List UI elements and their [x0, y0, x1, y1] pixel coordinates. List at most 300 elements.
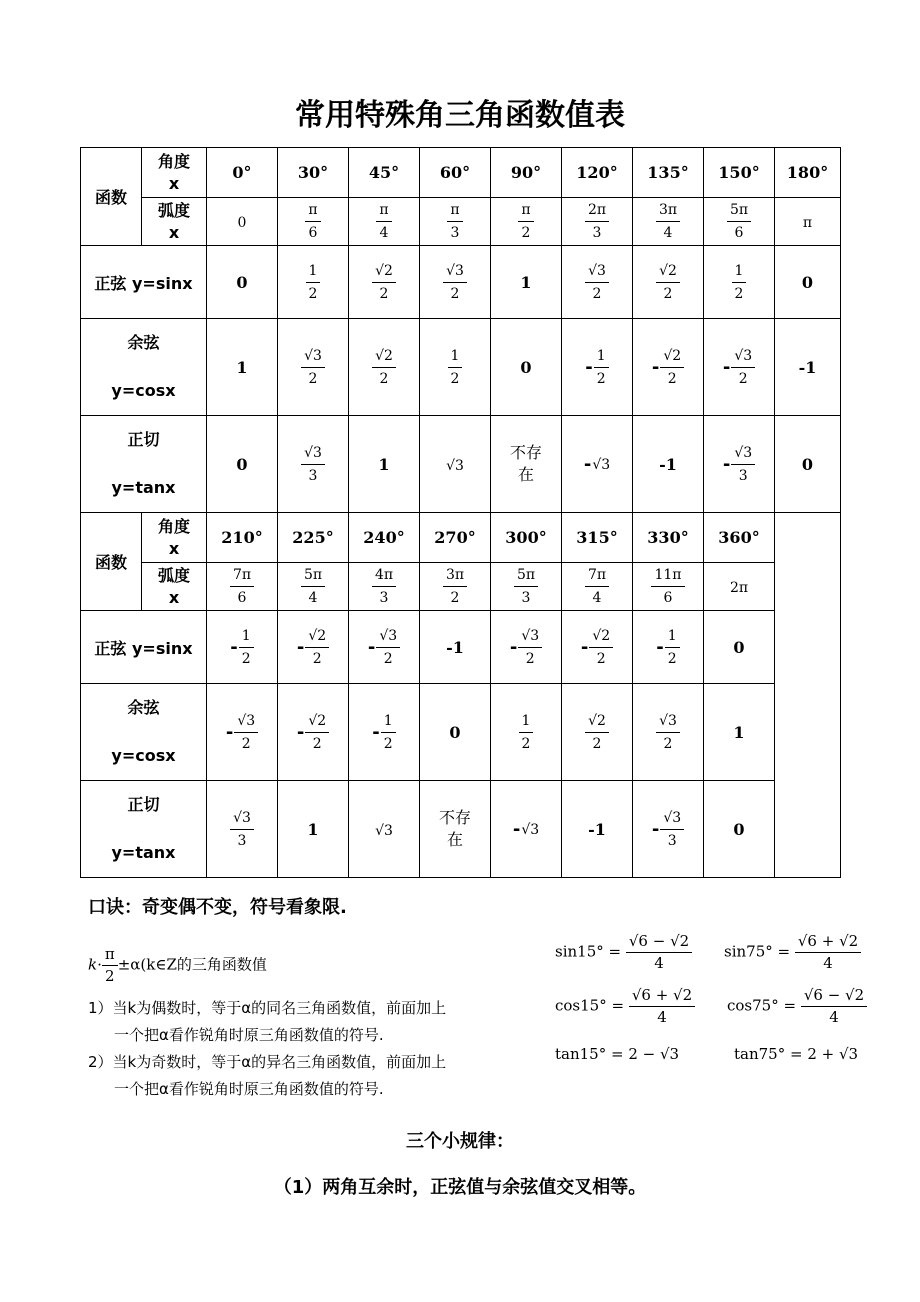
fraction	[585, 200, 609, 243]
trig-value-table	[80, 147, 841, 878]
fraction	[660, 346, 684, 389]
minus-sign: -	[509, 636, 518, 658]
function-name-line: y=tanx	[111, 478, 176, 497]
function-name	[81, 246, 207, 319]
function-value: 1	[236, 357, 248, 377]
radian-cell	[349, 198, 420, 246]
numerator: √3	[660, 808, 684, 830]
numerator: √2	[305, 626, 329, 648]
denominator: 4	[308, 590, 318, 606]
denominator: 2	[308, 285, 318, 302]
function-value	[722, 444, 755, 484]
fraction	[665, 626, 680, 669]
function-value	[656, 262, 680, 302]
fraction	[727, 200, 751, 243]
minus-sign: -	[225, 721, 234, 743]
fraction	[447, 200, 462, 243]
degree-header-line: x	[168, 538, 180, 558]
numerator: √2	[660, 346, 684, 368]
page-title: 常用特殊角三角函数值表	[295, 98, 625, 133]
function-name	[81, 319, 207, 416]
radian-cell	[704, 563, 775, 611]
value-cell	[278, 416, 349, 513]
function-name-line: 正切	[127, 795, 160, 814]
numerator: π	[305, 200, 320, 222]
function-value	[585, 262, 609, 302]
function-value: 1	[520, 272, 532, 292]
denominator: 2	[667, 370, 677, 387]
fraction	[518, 200, 533, 243]
numerator: 5π	[727, 200, 751, 222]
fraction	[372, 261, 396, 304]
value-cell	[207, 611, 278, 684]
value-cell	[420, 781, 491, 878]
value-cell	[633, 416, 704, 513]
function-header	[81, 513, 142, 611]
function-value	[372, 347, 396, 387]
numerator: √3	[518, 626, 542, 648]
function-name-line: 正切	[127, 430, 160, 449]
radian-header	[142, 198, 207, 246]
function-value	[225, 712, 258, 752]
radian-cell	[704, 198, 775, 246]
denominator: 3	[592, 225, 602, 241]
radian-cell	[562, 198, 633, 246]
denominator: 2	[312, 735, 322, 752]
function-name-text: 正弦 y=sinx	[94, 273, 193, 293]
function-value	[367, 627, 400, 667]
degree-value: 45°	[368, 163, 400, 182]
degree-cell	[704, 513, 775, 563]
numerator: 5π	[301, 565, 325, 587]
minus-sign: -	[296, 636, 305, 658]
degree-value: 330°	[647, 528, 689, 547]
numerator: √2	[585, 711, 609, 733]
function-value: 0	[520, 357, 532, 377]
radical: √3	[521, 821, 540, 838]
table2-value-row	[81, 781, 841, 878]
value-cell	[633, 246, 704, 319]
value-cell	[633, 611, 704, 684]
degree-cell	[775, 148, 841, 198]
radian-value	[376, 202, 391, 241]
formula-tan15: tan15° = 2 − √3	[555, 1045, 680, 1063]
value-cell	[349, 684, 420, 781]
degree-value: 225°	[292, 528, 334, 547]
fraction	[234, 711, 258, 754]
function-value: 0	[733, 637, 745, 657]
minus-sign: -	[296, 721, 305, 743]
radian-value: 2π	[729, 580, 749, 596]
function-value	[513, 819, 539, 838]
minus-sign: -	[585, 356, 593, 378]
degree-cell	[278, 148, 349, 198]
value-cell	[704, 246, 775, 319]
denominator: 2	[738, 370, 748, 387]
numerator: π	[518, 200, 533, 222]
function-value	[732, 262, 747, 302]
value-cell	[420, 319, 491, 416]
fraction	[301, 565, 325, 608]
degree-cell	[491, 148, 562, 198]
radical: √3	[375, 822, 393, 839]
denominator: 3	[237, 832, 247, 849]
minus-sign: -	[512, 818, 521, 840]
function-value: 0	[236, 272, 248, 292]
numerator: 1	[381, 711, 396, 733]
function-header-label: 函数	[94, 553, 127, 572]
denominator: 2	[667, 650, 677, 667]
fraction	[301, 346, 325, 389]
denominator: 3	[308, 467, 318, 484]
fraction	[731, 443, 755, 486]
value-cell	[491, 781, 562, 878]
radian-cell	[775, 198, 841, 246]
value-cell	[491, 684, 562, 781]
fraction	[372, 346, 396, 389]
minus-sign: -	[651, 356, 660, 378]
value-cell	[491, 246, 562, 319]
degree-value: 300°	[505, 528, 547, 547]
function-value	[420, 807, 490, 851]
degree-header-line: 角度	[157, 516, 190, 536]
numerator: 1	[239, 626, 254, 648]
denominator: 2	[383, 650, 393, 667]
radian-cell	[349, 563, 420, 611]
function-value	[372, 262, 396, 302]
denominator: 2	[450, 590, 460, 606]
radian-value	[518, 202, 533, 241]
fraction	[305, 200, 320, 243]
degree-header-line: x	[168, 173, 180, 193]
numerator: 1	[594, 346, 609, 368]
denominator: 2	[379, 285, 389, 302]
table2-value-row	[81, 611, 841, 684]
function-value-line: 不存	[438, 808, 471, 827]
minus-sign: -	[580, 636, 589, 658]
value-cell	[775, 319, 841, 416]
denominator: 2	[596, 370, 606, 387]
minus-sign: -	[583, 453, 592, 475]
numerator: √3	[731, 443, 755, 465]
denominator: 2	[734, 285, 744, 302]
value-cell	[420, 611, 491, 684]
radian-cell	[491, 198, 562, 246]
denominator: 2	[521, 225, 531, 241]
function-value: 0	[449, 722, 461, 742]
numerator: √3	[376, 626, 400, 648]
function-value	[230, 627, 253, 667]
denominator: 3	[450, 225, 460, 241]
function-name	[81, 781, 207, 878]
function-name-line: 余弦	[127, 333, 160, 352]
degree-value: 135°	[647, 163, 689, 182]
degree-header	[142, 513, 207, 563]
numerator: √2	[305, 711, 329, 733]
degree-value: 180°	[786, 163, 829, 182]
radian-header-line: 弧度	[157, 200, 190, 220]
induction-rule-1: 1）当k为偶数时，等于α的同名三角函数值，前面加上 一个把α看作锐角时原三角函数值的符号.	[88, 999, 447, 1044]
value-cell	[278, 781, 349, 878]
function-value	[585, 712, 609, 752]
fraction	[656, 200, 680, 243]
denominator: 6	[308, 225, 318, 241]
value-cell	[704, 684, 775, 781]
degree-value: 0°	[232, 163, 252, 182]
fraction	[301, 443, 325, 486]
fraction	[585, 565, 609, 608]
denominator: 2	[663, 735, 673, 752]
radian-cell	[491, 563, 562, 611]
degree-cell	[349, 513, 420, 563]
numerator: 11π	[651, 565, 684, 587]
degree-value: 315°	[576, 528, 618, 547]
degree-header	[142, 148, 207, 198]
radian-header-line: x	[168, 222, 180, 242]
degree-cell	[420, 513, 491, 563]
function-value	[375, 820, 393, 839]
denominator: 3	[379, 590, 389, 606]
function-value: 0	[801, 454, 814, 474]
value-cell	[562, 246, 633, 319]
denominator: 6	[237, 590, 247, 606]
fraction	[651, 565, 684, 608]
denominator: 3	[667, 832, 677, 849]
numerator: 1	[306, 261, 321, 283]
value-cell	[349, 246, 420, 319]
degree-value: 60°	[439, 163, 471, 182]
denominator: 2	[525, 650, 535, 667]
rule-one: （1）两角互余时，正弦值与余弦值交叉相等。	[273, 1177, 647, 1198]
value-cell	[420, 684, 491, 781]
fraction	[589, 626, 613, 669]
radian-header-line: 弧度	[157, 565, 190, 585]
denominator: 2	[663, 285, 673, 302]
denominator: 4	[592, 590, 602, 606]
denominator: 2	[450, 285, 460, 302]
fraction	[306, 261, 321, 304]
numerator: 1	[665, 626, 680, 648]
minus-sign: -	[656, 636, 664, 658]
radian-header-line: x	[168, 587, 180, 607]
numerator: √3	[443, 261, 467, 283]
table2-radian-row	[81, 563, 841, 611]
function-value	[651, 809, 684, 849]
value-cell	[633, 684, 704, 781]
function-name-line: y=tanx	[111, 843, 176, 862]
function-value	[448, 347, 463, 387]
formula-sin75: sin75° = $\frac{√6 + √2}{4}$	[724, 932, 861, 973]
degree-cell	[420, 148, 491, 198]
denominator: 2	[592, 285, 602, 302]
fraction	[518, 626, 542, 669]
radian-cell	[420, 563, 491, 611]
value-cell	[775, 246, 841, 319]
fraction	[656, 261, 680, 304]
radian-cell	[207, 563, 278, 611]
radian-cell	[278, 563, 349, 611]
fraction	[305, 626, 329, 669]
function-value	[301, 444, 325, 484]
function-value: 1	[307, 819, 319, 839]
rules-title: 三个小规律：	[406, 1131, 514, 1152]
fraction	[514, 565, 538, 608]
function-value	[656, 712, 680, 752]
degree-cell	[207, 148, 278, 198]
radian-cell	[278, 198, 349, 246]
function-value: 1	[733, 722, 745, 742]
value-cell	[562, 611, 633, 684]
minus-sign: -	[651, 818, 660, 840]
value-cell	[420, 416, 491, 513]
value-cell	[491, 611, 562, 684]
induction-rule-2: 2）当k为奇数时，等于α的异名三角函数值，前面加上 一个把α看作锐角时原三角函数值的符号.	[88, 1053, 447, 1098]
function-value	[446, 455, 464, 474]
numerator: √2	[372, 261, 396, 283]
formula-sin15: sin15° = $\frac{√6 - √2}{4}$	[555, 932, 692, 973]
table2-value-row	[81, 684, 841, 781]
function-value	[296, 712, 329, 752]
function-value	[656, 627, 679, 667]
table1-value-row	[81, 246, 841, 319]
degree-header-line: 角度	[157, 151, 190, 171]
value-cell	[704, 781, 775, 878]
fraction	[305, 711, 329, 754]
numerator: √2	[656, 261, 680, 283]
function-value	[306, 262, 321, 302]
denominator: 2	[383, 735, 393, 752]
numerator: √3	[301, 346, 325, 368]
numerator: π	[447, 200, 462, 222]
function-value	[580, 627, 613, 667]
induction-expression: k· $\frac{\pi}{2}$ ±α(k∈Z的三角函数值	[88, 945, 267, 985]
degree-value: 360°	[718, 528, 760, 547]
table1-radian-row	[81, 198, 841, 246]
radian-value	[447, 202, 462, 241]
minus-sign: -	[367, 636, 376, 658]
numerator: √3	[301, 443, 325, 465]
degree-cell	[491, 513, 562, 563]
fraction	[443, 261, 467, 304]
numerator: 1	[732, 261, 747, 283]
degree-cell	[207, 513, 278, 563]
minus-sign: -	[230, 636, 238, 658]
function-value-line: 在	[517, 465, 534, 484]
function-name	[81, 684, 207, 781]
denominator: 2	[308, 370, 318, 387]
denominator: 2	[379, 370, 389, 387]
degree-cell	[278, 513, 349, 563]
numerator: 1	[448, 346, 463, 368]
function-value	[491, 442, 561, 486]
numerator: √3	[656, 711, 680, 733]
numerator: 1	[519, 711, 534, 733]
function-value	[372, 712, 395, 752]
degree-cell	[562, 513, 633, 563]
denominator: 2	[450, 370, 460, 387]
function-value: 0	[236, 454, 248, 474]
function-value-line: 在	[446, 830, 463, 849]
formula-tan75: tan75° = 2 + √3	[734, 1045, 859, 1063]
radian-value	[305, 202, 320, 241]
fraction	[660, 808, 684, 851]
function-value	[443, 262, 467, 302]
degree-cell	[704, 148, 775, 198]
denominator: 2	[312, 650, 322, 667]
formula-cos15: cos15° = $\frac{√6 + √2}{4}$	[555, 986, 695, 1027]
minus-sign: -	[372, 721, 380, 743]
formula-cos75: cos75° = $\frac{√6 - √2}{4}$	[727, 986, 867, 1027]
fraction	[381, 711, 396, 754]
minus-sign: -	[722, 356, 731, 378]
function-name-line: 余弦	[127, 698, 160, 717]
radian-cell	[420, 198, 491, 246]
function-name-text: 正弦 y=sinx	[94, 638, 193, 658]
fraction	[376, 626, 400, 669]
radian-value: π	[802, 215, 813, 231]
denominator: 6	[663, 590, 673, 606]
function-name	[81, 416, 207, 513]
degree-value: 90°	[510, 163, 542, 182]
radian-cell	[633, 563, 704, 611]
denominator: 6	[734, 225, 744, 241]
function-header	[81, 148, 142, 246]
denominator: 3	[738, 467, 748, 484]
mnemonic: 口诀：奇变偶不变，符号看象限.	[88, 897, 347, 918]
denominator: 4	[379, 225, 389, 241]
function-name-line: y=cosx	[111, 381, 176, 400]
fraction	[230, 808, 254, 851]
numerator: √2	[589, 626, 613, 648]
value-cell	[633, 781, 704, 878]
value-cell	[562, 416, 633, 513]
function-value	[585, 347, 608, 387]
degree-cell	[562, 148, 633, 198]
value-cell	[207, 781, 278, 878]
numerator: √3	[731, 346, 755, 368]
function-header-label: 函数	[94, 188, 127, 207]
value-cell	[420, 246, 491, 319]
fraction	[731, 346, 755, 389]
degree-value: 240°	[363, 528, 405, 547]
table1-value-row	[81, 416, 841, 513]
function-value	[651, 347, 684, 387]
numerator: 7π	[585, 565, 609, 587]
function-name	[81, 611, 207, 684]
degree-value: 120°	[576, 163, 618, 182]
function-value: 0	[733, 819, 745, 839]
empty-cell	[775, 513, 841, 878]
function-value-line: 不存	[509, 443, 542, 462]
numerator: 5π	[514, 565, 538, 587]
value-cell	[349, 611, 420, 684]
minus-sign: -	[722, 453, 731, 475]
fraction	[519, 711, 534, 754]
radian-value: 0	[237, 215, 247, 231]
function-value: -1	[659, 454, 677, 474]
radical: √3	[592, 456, 611, 473]
value-cell	[349, 416, 420, 513]
degree-value: 150°	[718, 163, 760, 182]
radian-cell	[633, 198, 704, 246]
value-cell	[349, 781, 420, 878]
function-value	[296, 627, 329, 667]
value-cell	[704, 416, 775, 513]
numerator: 3π	[656, 200, 680, 222]
function-value	[301, 347, 325, 387]
value-cell	[207, 416, 278, 513]
function-value	[509, 627, 542, 667]
